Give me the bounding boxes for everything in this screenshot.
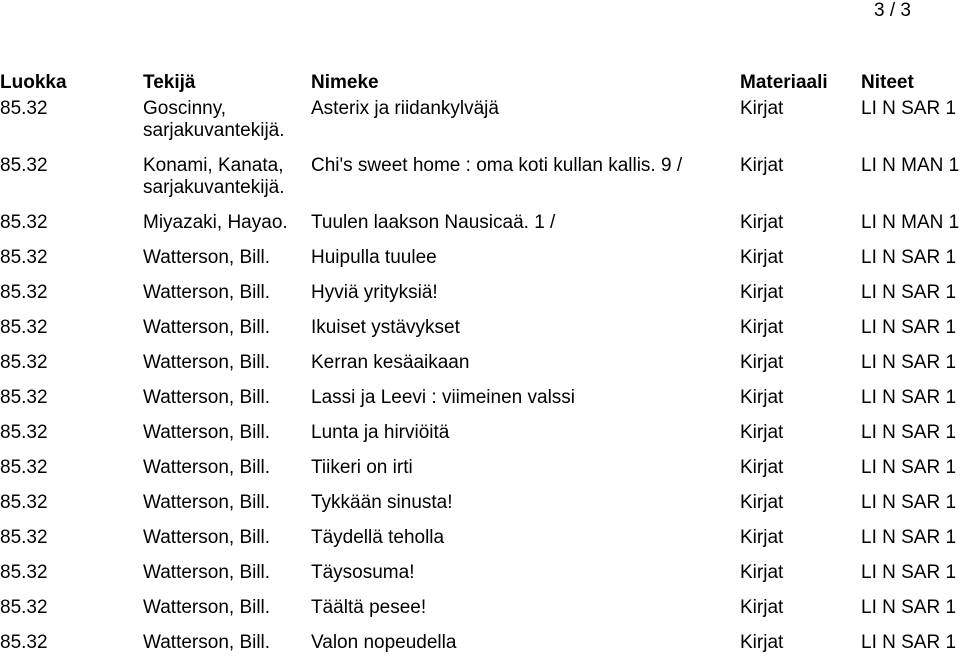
cell-niteet: LI N MAN 1 xyxy=(861,212,960,233)
cell-nimeke: Ikuiset ystävykset xyxy=(311,317,460,338)
cell-nimeke: Valon nopeudella xyxy=(311,632,457,653)
cell-tekija: Watterson, Bill. xyxy=(143,562,271,583)
cell-niteet: LI N SAR 1 xyxy=(861,282,957,303)
cell-materiaali: Kirjat xyxy=(740,282,784,303)
cell-niteet: LI N SAR 1 xyxy=(861,352,957,373)
page-number: 3 / 3 xyxy=(874,0,911,21)
table-row xyxy=(0,457,960,492)
cell-luokka: 85.32 xyxy=(0,457,48,478)
cell-tekija: Miyazaki, Hayao. xyxy=(143,212,288,233)
cell-tekija: Watterson, Bill. xyxy=(143,352,271,373)
cell-nimeke: Lunta ja hirviöitä xyxy=(311,422,450,443)
cell-niteet: LI N SAR 1 xyxy=(861,597,957,618)
cell-niteet: LI N SAR 1 xyxy=(861,98,957,119)
cell-niteet: LI N SAR 1 xyxy=(861,562,957,583)
table-header xyxy=(0,72,960,98)
cell-materiaali: Kirjat xyxy=(740,387,784,408)
cell-tekija: Watterson, Bill. xyxy=(143,247,271,268)
cell-niteet: LI N SAR 1 xyxy=(861,492,957,513)
cell-materiaali: Kirjat xyxy=(740,317,784,338)
table-row xyxy=(0,282,960,317)
cell-materiaali: Kirjat xyxy=(740,632,784,653)
cell-nimeke: Huipulla tuulee xyxy=(311,247,437,268)
table-row xyxy=(0,247,960,282)
table-row xyxy=(0,527,960,562)
cell-tekija: Watterson, Bill. xyxy=(143,387,271,408)
table-row xyxy=(0,562,960,597)
cell-materiaali: Kirjat xyxy=(740,562,784,583)
table-row xyxy=(0,317,960,352)
cell-nimeke: Täältä pesee! xyxy=(311,597,427,618)
cell-materiaali: Kirjat xyxy=(740,98,784,119)
cell-luokka: 85.32 xyxy=(0,317,48,338)
table-row xyxy=(0,597,960,632)
cell-materiaali: Kirjat xyxy=(740,247,784,268)
cell-tekija: Konami, Kanata, sarjakuvantekijä. xyxy=(143,155,285,198)
table-row xyxy=(0,155,960,212)
cell-luokka: 85.32 xyxy=(0,422,48,443)
cell-niteet: LI N SAR 1 xyxy=(861,527,957,548)
cell-luokka: 85.32 xyxy=(0,632,48,653)
cell-niteet: LI N SAR 1 xyxy=(861,632,957,653)
column-header-luokka: Luokka xyxy=(0,72,67,93)
cell-niteet: LI N SAR 1 xyxy=(861,422,957,443)
cell-nimeke: Kerran kesäaikaan xyxy=(311,352,470,373)
cell-tekija: Watterson, Bill. xyxy=(143,492,271,513)
cell-niteet: LI N SAR 1 xyxy=(861,387,957,408)
cell-luokka: 85.32 xyxy=(0,387,48,408)
cell-nimeke: Tykkään sinusta! xyxy=(311,492,453,513)
cell-luokka: 85.32 xyxy=(0,492,48,513)
table-row xyxy=(0,422,960,457)
catalog-table xyxy=(0,72,960,667)
column-header-materiaali: Materiaali xyxy=(740,72,828,93)
table-row xyxy=(0,632,960,667)
cell-niteet: LI N SAR 1 xyxy=(861,247,957,268)
cell-materiaali: Kirjat xyxy=(740,597,784,618)
cell-tekija: Watterson, Bill. xyxy=(143,527,271,548)
cell-materiaali: Kirjat xyxy=(740,492,784,513)
cell-niteet: LI N MAN 1 xyxy=(861,155,960,176)
table-row xyxy=(0,387,960,422)
cell-tekija: Watterson, Bill. xyxy=(143,597,271,618)
cell-nimeke: Asterix ja riidankylväjä xyxy=(311,98,499,119)
column-header-niteet: Niteet xyxy=(861,72,914,93)
cell-materiaali: Kirjat xyxy=(740,527,784,548)
cell-luokka: 85.32 xyxy=(0,527,48,548)
cell-tekija: Watterson, Bill. xyxy=(143,457,271,478)
cell-luokka: 85.32 xyxy=(0,597,48,618)
cell-luokka: 85.32 xyxy=(0,247,48,268)
cell-tekija: Watterson, Bill. xyxy=(143,632,271,653)
column-header-tekija: Tekijä xyxy=(143,72,196,93)
cell-nimeke: Hyviä yrityksiä! xyxy=(311,282,438,303)
cell-luokka: 85.32 xyxy=(0,212,48,233)
cell-luokka: 85.32 xyxy=(0,352,48,373)
cell-materiaali: Kirjat xyxy=(740,422,784,443)
cell-nimeke: Täydellä teholla xyxy=(311,527,445,548)
cell-tekija: Goscinny, sarjakuvantekijä. xyxy=(143,98,285,141)
cell-luokka: 85.32 xyxy=(0,98,48,119)
cell-tekija: Watterson, Bill. xyxy=(143,282,271,303)
table-row xyxy=(0,352,960,387)
table-row xyxy=(0,492,960,527)
cell-materiaali: Kirjat xyxy=(740,457,784,478)
cell-nimeke: Chi's sweet home : oma koti kullan kallis. 9 / xyxy=(311,155,683,176)
cell-materiaali: Kirjat xyxy=(740,155,784,176)
cell-tekija: Watterson, Bill. xyxy=(143,317,271,338)
cell-niteet: LI N SAR 1 xyxy=(861,457,957,478)
cell-luokka: 85.32 xyxy=(0,562,48,583)
cell-niteet: LI N SAR 1 xyxy=(861,317,957,338)
table-row xyxy=(0,98,960,155)
cell-luokka: 85.32 xyxy=(0,155,48,176)
cell-nimeke: Täysosuma! xyxy=(311,562,415,583)
cell-nimeke: Tuulen laakson Nausicaä. 1 / xyxy=(311,212,556,233)
cell-materiaali: Kirjat xyxy=(740,212,784,233)
cell-luokka: 85.32 xyxy=(0,282,48,303)
cell-tekija: Watterson, Bill. xyxy=(143,422,271,443)
table-body xyxy=(0,98,960,667)
table-row xyxy=(0,212,960,247)
column-header-nimeke: Nimeke xyxy=(311,72,379,93)
header-row xyxy=(0,72,960,98)
cell-nimeke: Tiikeri on irti xyxy=(311,457,413,478)
cell-materiaali: Kirjat xyxy=(740,352,784,373)
cell-nimeke: Lassi ja Leevi : viimeinen valssi xyxy=(311,387,576,408)
